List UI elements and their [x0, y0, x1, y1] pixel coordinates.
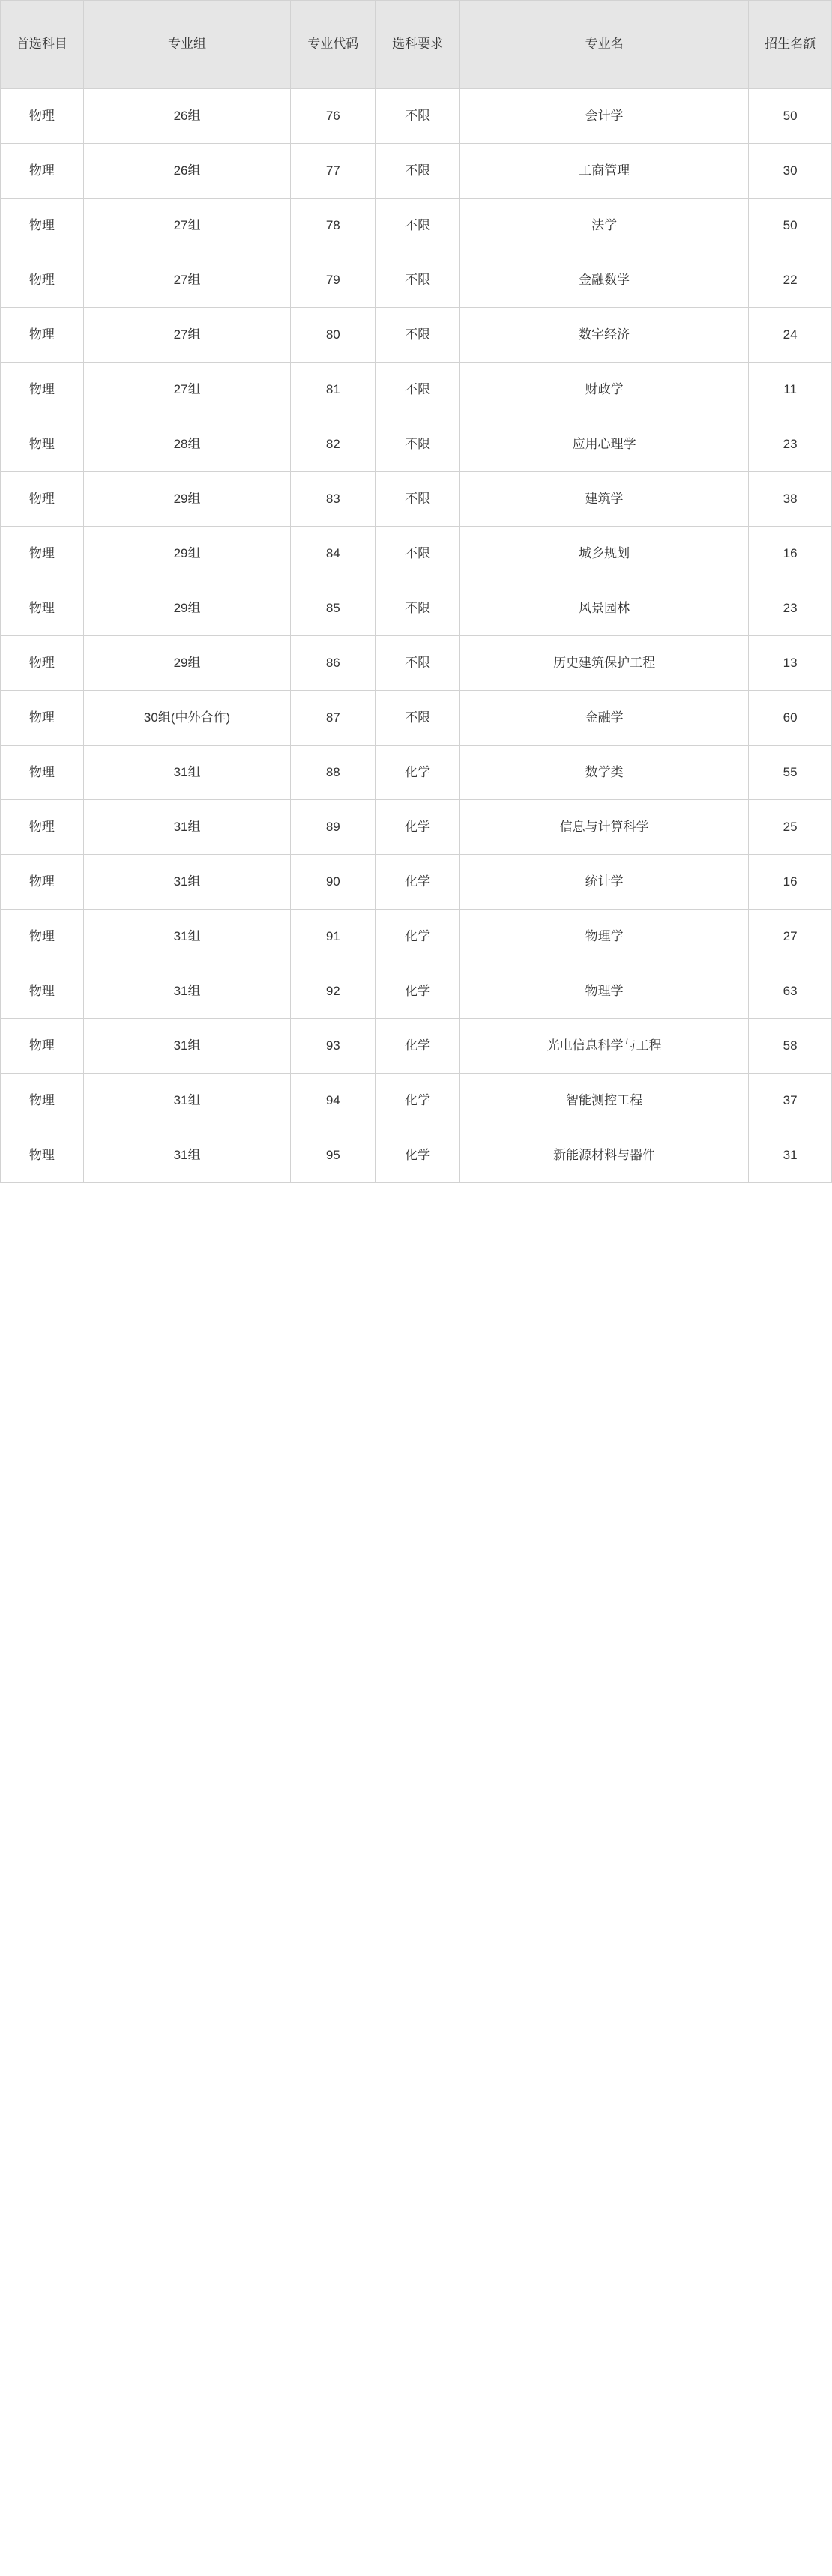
cell-subject-requirement: 不限 [376, 691, 460, 746]
cell-quota: 50 [749, 89, 832, 144]
table-row [1, 1074, 832, 1128]
cell-quota: 16 [749, 855, 832, 910]
cell-major-code: 94 [291, 1074, 376, 1128]
cell-subject-requirement: 不限 [376, 199, 460, 253]
cell-major-group: 27组 [83, 199, 291, 253]
cell-major-group: 26组 [83, 144, 291, 199]
cell-quota: 55 [749, 746, 832, 800]
cell-quota: 60 [749, 691, 832, 746]
admission-plan-table [0, 0, 832, 1183]
cell-major-name: 物理学 [460, 964, 749, 1019]
cell-major-code: 87 [291, 691, 376, 746]
cell-major-group: 27组 [83, 308, 291, 363]
cell-major-group: 31组 [83, 964, 291, 1019]
cell-major-name: 金融数学 [460, 253, 749, 308]
cell-major-name: 物理学 [460, 910, 749, 964]
cell-subject: 物理 [1, 144, 84, 199]
cell-subject-requirement: 不限 [376, 253, 460, 308]
table-row [1, 1128, 832, 1183]
cell-subject: 物理 [1, 89, 84, 144]
cell-quota: 58 [749, 1019, 832, 1074]
cell-subject-requirement: 化学 [376, 964, 460, 1019]
table-row [1, 964, 832, 1019]
cell-subject-requirement: 化学 [376, 746, 460, 800]
cell-quota: 37 [749, 1074, 832, 1128]
cell-quota: 25 [749, 800, 832, 855]
cell-subject-requirement: 不限 [376, 308, 460, 363]
cell-subject: 物理 [1, 910, 84, 964]
cell-major-code: 83 [291, 472, 376, 527]
cell-subject: 物理 [1, 964, 84, 1019]
cell-subject-requirement: 不限 [376, 144, 460, 199]
cell-subject-requirement: 不限 [376, 527, 460, 581]
table-row [1, 581, 832, 636]
cell-subject: 物理 [1, 855, 84, 910]
cell-major-name: 金融学 [460, 691, 749, 746]
cell-subject: 物理 [1, 581, 84, 636]
cell-subject-requirement: 不限 [376, 89, 460, 144]
cell-subject: 物理 [1, 527, 84, 581]
table-body [1, 89, 832, 1183]
table-row [1, 691, 832, 746]
cell-quota: 63 [749, 964, 832, 1019]
cell-subject-requirement: 化学 [376, 800, 460, 855]
cell-major-name: 信息与计算科学 [460, 800, 749, 855]
cell-major-code: 90 [291, 855, 376, 910]
cell-subject: 物理 [1, 1128, 84, 1183]
cell-subject: 物理 [1, 1074, 84, 1128]
cell-quota: 31 [749, 1128, 832, 1183]
table-row [1, 417, 832, 472]
cell-major-name: 会计学 [460, 89, 749, 144]
cell-major-code: 79 [291, 253, 376, 308]
cell-quota: 30 [749, 144, 832, 199]
cell-major-code: 89 [291, 800, 376, 855]
cell-subject: 物理 [1, 746, 84, 800]
cell-quota: 11 [749, 363, 832, 417]
table-row [1, 472, 832, 527]
cell-major-group: 31组 [83, 746, 291, 800]
cell-subject-requirement: 不限 [376, 417, 460, 472]
column-header-major-code: 专业代码 [291, 1, 376, 89]
cell-major-name: 统计学 [460, 855, 749, 910]
cell-major-code: 95 [291, 1128, 376, 1183]
cell-quota: 24 [749, 308, 832, 363]
table-row [1, 800, 832, 855]
cell-major-group: 31组 [83, 855, 291, 910]
cell-subject-requirement: 不限 [376, 472, 460, 527]
table-row [1, 253, 832, 308]
cell-major-name: 智能测控工程 [460, 1074, 749, 1128]
cell-major-group: 29组 [83, 581, 291, 636]
cell-major-name: 财政学 [460, 363, 749, 417]
cell-subject: 物理 [1, 363, 84, 417]
cell-major-code: 93 [291, 1019, 376, 1074]
cell-major-name: 应用心理学 [460, 417, 749, 472]
cell-subject-requirement: 化学 [376, 1128, 460, 1183]
cell-major-code: 82 [291, 417, 376, 472]
cell-quota: 23 [749, 581, 832, 636]
cell-major-code: 80 [291, 308, 376, 363]
cell-major-code: 85 [291, 581, 376, 636]
cell-major-name: 工商管理 [460, 144, 749, 199]
cell-subject: 物理 [1, 253, 84, 308]
cell-quota: 22 [749, 253, 832, 308]
cell-major-group: 30组(中外合作) [83, 691, 291, 746]
cell-subject-requirement: 化学 [376, 1019, 460, 1074]
table-row [1, 746, 832, 800]
cell-major-name: 光电信息科学与工程 [460, 1019, 749, 1074]
column-header-subject: 首选科目 [1, 1, 84, 89]
cell-major-group: 29组 [83, 527, 291, 581]
cell-major-code: 78 [291, 199, 376, 253]
cell-major-code: 77 [291, 144, 376, 199]
table-row [1, 1019, 832, 1074]
cell-major-group: 31组 [83, 910, 291, 964]
cell-subject: 物理 [1, 472, 84, 527]
cell-major-group: 27组 [83, 253, 291, 308]
cell-major-code: 84 [291, 527, 376, 581]
cell-quota: 13 [749, 636, 832, 691]
cell-major-group: 26组 [83, 89, 291, 144]
column-header-major-name: 专业名 [460, 1, 749, 89]
cell-quota: 23 [749, 417, 832, 472]
cell-subject: 物理 [1, 691, 84, 746]
cell-major-name: 新能源材料与器件 [460, 1128, 749, 1183]
cell-subject: 物理 [1, 417, 84, 472]
cell-major-code: 81 [291, 363, 376, 417]
cell-subject-requirement: 化学 [376, 910, 460, 964]
cell-subject-requirement: 化学 [376, 1074, 460, 1128]
cell-major-code: 86 [291, 636, 376, 691]
cell-subject-requirement: 化学 [376, 855, 460, 910]
cell-major-group: 31组 [83, 1074, 291, 1128]
cell-major-group: 27组 [83, 363, 291, 417]
cell-subject: 物理 [1, 800, 84, 855]
cell-major-name: 数学类 [460, 746, 749, 800]
cell-quota: 27 [749, 910, 832, 964]
cell-major-group: 28组 [83, 417, 291, 472]
cell-subject-requirement: 不限 [376, 363, 460, 417]
cell-major-code: 91 [291, 910, 376, 964]
cell-major-group: 31组 [83, 800, 291, 855]
cell-major-code: 92 [291, 964, 376, 1019]
table-header-row [1, 1, 832, 89]
cell-major-group: 31组 [83, 1019, 291, 1074]
column-header-quota: 招生名额 [749, 1, 832, 89]
cell-subject-requirement: 不限 [376, 581, 460, 636]
cell-major-group: 29组 [83, 472, 291, 527]
cell-major-name: 历史建筑保护工程 [460, 636, 749, 691]
cell-quota: 50 [749, 199, 832, 253]
column-header-major-group: 专业组 [83, 1, 291, 89]
cell-major-name: 法学 [460, 199, 749, 253]
table-row [1, 308, 832, 363]
cell-major-group: 29组 [83, 636, 291, 691]
cell-major-name: 城乡规划 [460, 527, 749, 581]
table-row [1, 199, 832, 253]
table-row [1, 855, 832, 910]
cell-major-code: 76 [291, 89, 376, 144]
cell-subject: 物理 [1, 199, 84, 253]
cell-quota: 38 [749, 472, 832, 527]
cell-major-code: 88 [291, 746, 376, 800]
table-row [1, 89, 832, 144]
table-row [1, 527, 832, 581]
cell-major-group: 31组 [83, 1128, 291, 1183]
table-row [1, 636, 832, 691]
cell-major-name: 建筑学 [460, 472, 749, 527]
table-row [1, 144, 832, 199]
cell-subject: 物理 [1, 308, 84, 363]
cell-major-name: 数字经济 [460, 308, 749, 363]
cell-quota: 16 [749, 527, 832, 581]
table-row [1, 363, 832, 417]
cell-subject: 物理 [1, 1019, 84, 1074]
cell-major-name: 风景园林 [460, 581, 749, 636]
cell-subject: 物理 [1, 636, 84, 691]
column-header-subject-requirement: 选科要求 [376, 1, 460, 89]
table-row [1, 910, 832, 964]
cell-subject-requirement: 不限 [376, 636, 460, 691]
